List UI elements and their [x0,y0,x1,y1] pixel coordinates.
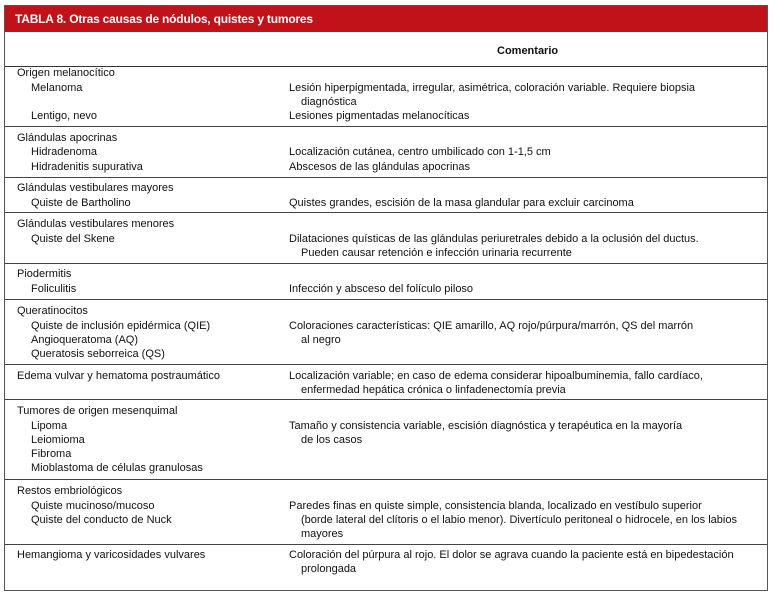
item-name: Quiste del conducto de Nuck [31,514,172,526]
row-divider [5,212,767,213]
comment-line: Coloraciones características: QIE amarillo, AQ rojo/púrpura/marrón, QS del marrón [289,320,694,332]
row-divider [5,364,767,365]
comment-line: prolongada [301,563,357,575]
comment-line: Localización variable; en caso de edema considerar hipoalbuminemia, fallo cardíaco, [289,370,703,382]
item-name: Hidradenoma [31,146,98,158]
comment-line: Lesiones pigmentadas melanocíticas [289,110,470,122]
column-header-comentario: Comentario [497,45,559,57]
category-label: Piodermitis [17,268,72,280]
comment-line: Paredes finas en quiste simple, consistencia blanda, localizado en vestíbulo superior [289,500,702,512]
item-comment [289,548,755,576]
row-divider [5,399,767,400]
item-comment [289,81,755,109]
comment-line: diagnóstica [301,96,357,108]
row-divider [5,544,767,545]
category-label: Glándulas apocrinas [17,132,118,144]
table-header [5,32,767,67]
item-comment [289,232,755,260]
row-divider [5,177,767,178]
item-name: Quiste del Skene [31,233,115,245]
comment-line: mayores [301,528,344,540]
category-label: Hemangioma y varicosidades vulvares [17,549,206,561]
comment-line: (borde lateral del clítoris o el labio menor). Divertículo peritoneal o hidrocele, en los labios [301,514,737,526]
comment-line: Localización cutánea, centro umbilicado con 1-1,5 cm [289,146,551,158]
item-comment [289,145,755,159]
item-name: Queratosis seborreica (QS) [31,348,165,360]
item-name: Quiste de Bartholino [31,197,131,209]
item-name: Lentigo, nevo [31,110,98,122]
comment-line: Coloración del púrpura al rojo. El dolor se agrava cuando la paciente está en bipedestación [289,549,734,561]
row-divider [5,126,767,127]
row-divider [5,479,767,480]
data-table [4,5,768,591]
item-comment [289,160,755,174]
item-name: Fibroma [31,448,72,460]
item-comment [289,319,755,347]
comment-line: Abscesos de las glándulas apocrinas [289,161,471,173]
category-label: Edema vulvar y hematoma postraumático [17,370,220,382]
comment-line: Dilataciones quísticas de las glándulas periuretrales debido a la oclusión del ductus. [289,233,699,245]
item-name: Angioqueratoma (AQ) [31,334,138,346]
item-comment [289,499,755,541]
item-comment [289,282,755,296]
item-name: Leiomioma [31,434,85,446]
category-label: Queratinocitos [17,305,88,317]
category-label: Glándulas vestibulares menores [17,218,175,230]
category-label: Restos embriológicos [17,485,123,497]
item-name: Quiste mucinoso/mucoso [31,500,155,512]
item-comment [289,369,755,397]
comment-line: Tamaño y consistencia variable, escisión diagnóstica y terapéutica en la mayoría [289,420,683,432]
item-name: Hidradenitis supurativa [31,161,143,173]
comment-line: Pueden causar retención e infección urinaria recurrente [301,247,572,259]
category-label: Glándulas vestibulares mayores [17,182,174,194]
comment-line: enfermedad hepática crónica o linfadenectomía previa [301,384,566,396]
table-title: TABLA 8. Otras causas de nódulos, quistes y tumores [5,6,767,32]
comment-line: Quistes grandes, escisión de la masa glandular para excluir carcinoma [289,197,634,209]
item-name: Mioblastoma de células granulosas [31,462,203,474]
item-name: Foliculitis [31,283,77,295]
category-label: Tumores de origen mesenquimal [17,405,178,417]
item-comment [289,109,755,123]
item-name: Lipoma [31,420,68,432]
comment-line: de los casos [301,434,363,446]
item-name: Melanoma [31,82,83,94]
comment-line: Lesión hiperpigmentada, irregular, asimétrica, coloración variable. Requiere biopsia [289,82,696,94]
item-name: Quiste de inclusión epidérmica (QIE) [31,320,211,332]
row-divider [5,299,767,300]
item-comment [289,196,755,210]
comment-line: Infección y absceso del folículo piloso [289,283,474,295]
comment-line: al negro [301,334,341,346]
row-divider [5,263,767,264]
item-comment [289,419,755,447]
category-label: Origen melanocítico [17,67,115,79]
